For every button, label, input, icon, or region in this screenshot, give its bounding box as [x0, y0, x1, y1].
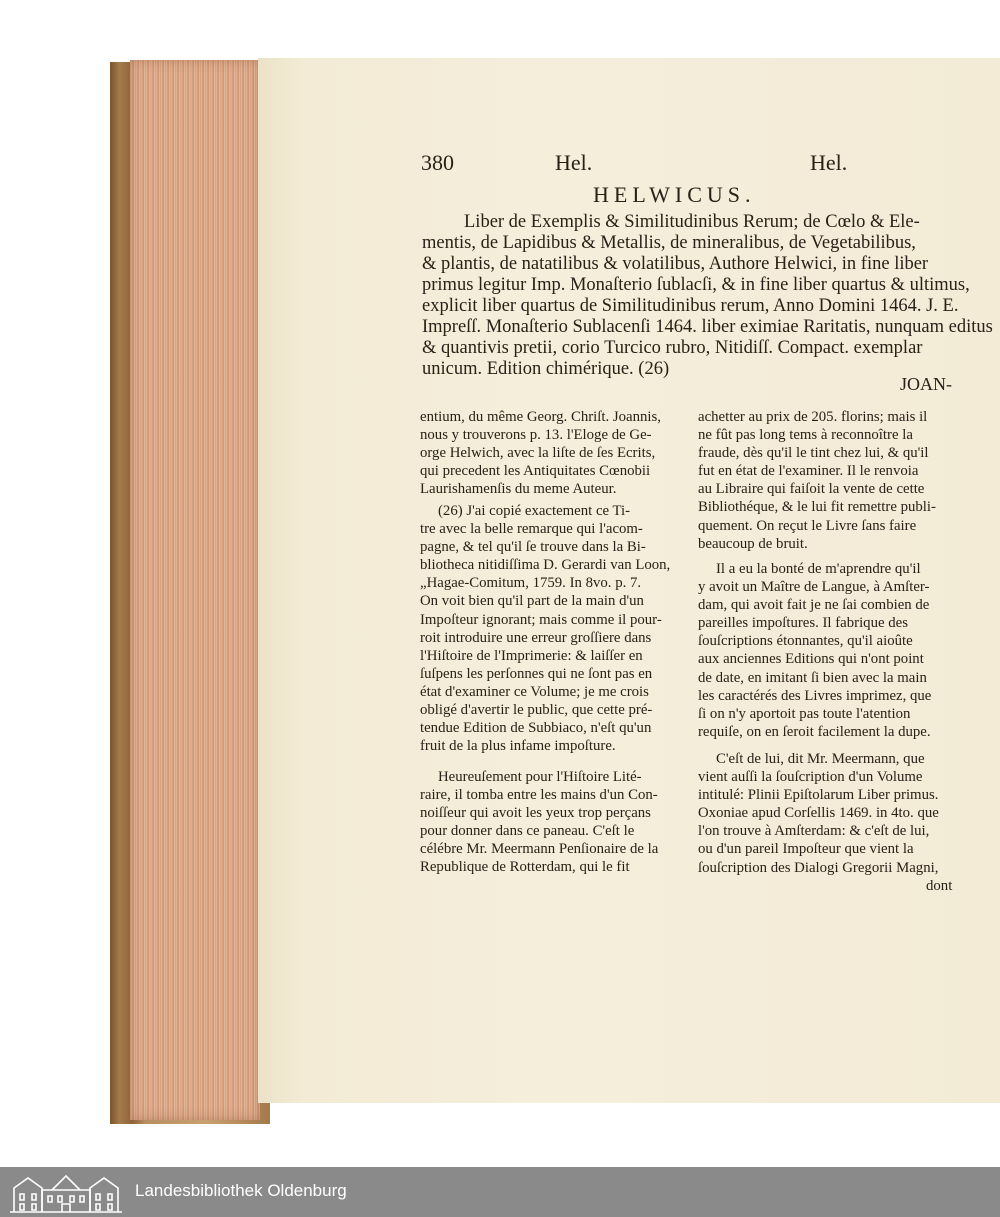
footer-bar [0, 1167, 1000, 1217]
text-line: entium, du même Georg. Chriſt. Joannis, [420, 409, 661, 425]
text-line: état d'examiner ce Volume; je me crois [420, 683, 649, 700]
text-line: aux anciennes Editions qui n'ont point [698, 651, 924, 668]
library-name: Landesbibliothek Oldenburg [135, 1181, 347, 1200]
text-line: dam, qui avoit fait je ne ſai combien de [698, 597, 930, 614]
page-edges [130, 60, 260, 1120]
text-line: Bibliothéque, & le lui fit remettre publi- [698, 499, 936, 516]
text-line: les caractérés des Livres imprimez, que [698, 687, 932, 704]
text-line: obligé d'avertir le public, que cette pré- [420, 702, 653, 719]
running-head-left: Hel. [555, 150, 593, 175]
text-line: On voit bien qu'il part de la main d'un [420, 593, 644, 610]
entry-text-line: Impreſſ. Monaſterio Sublacenſi 1464. liber eximiae Raritatis, nunquam editus [422, 317, 993, 337]
text-line: Il a eu la bonté de m'aprendre qu'il [716, 561, 921, 577]
text-line: pareilles impoſtures. Il fabrique des [698, 615, 908, 632]
entry-text-line: mentis, de Lapidibus & Metallis, de mineralibus, de Vegetabilibus, [422, 233, 916, 253]
text-line: tendue Edition de Subbiaco, n'eſt qu'un [420, 720, 652, 737]
text-line: pour donner dans ce paneau. C'eſt le [420, 823, 635, 840]
entry-text-line: explicit liber quartus de Similitudinibus rerum, Anno Domini 1464. J. E. [422, 296, 959, 316]
entry-text-line: & quantivis pretii, corio Turcico rubro, Nitidiſſ. Compact. exemplar [422, 338, 923, 358]
column-end-catchword: dont [926, 878, 953, 894]
text-line: vient auſſi la ſouſcription d'un Volume [698, 769, 923, 786]
entry-title: HELWICUS. [593, 182, 756, 207]
entry-text-line: Liber de Exemplis & Similitudinibus Rerum; de Cœlo & Ele- [464, 212, 920, 232]
text-line: ſuſpens les perſonnes qui ne ſont pas en [420, 665, 653, 682]
text-line: Oxoniae apud Corſellis 1469. in 4to. que [698, 805, 939, 822]
text-line: au Libraire qui faiſoit la vente de cette [698, 481, 925, 498]
text-line: Heureuſement pour l'Hiſtoire Lité- [438, 769, 642, 785]
text-line: Impoſteur ignorant; mais comme il pour- [420, 611, 662, 628]
right-column-para-2 [698, 560, 931, 741]
left-column-para-1 [420, 408, 661, 498]
text-line: fruit de la plus infame impoſture. [420, 738, 616, 755]
text-line: ou d'un pareil Impoſteur que vient la [698, 841, 914, 858]
text-line: ne fût pas long tems à reconnoître la [698, 427, 913, 444]
text-line: requiſe, on en ſeroit facilement la dupe. [698, 723, 931, 740]
left-column-para-2 [420, 502, 670, 755]
text-line: nous y trouverons p. 13. l'Eloge de Ge- [420, 427, 652, 444]
text-line: roit introduire une erreur groſſiere dans [420, 629, 652, 646]
text-line: noiſſeur qui avoit les yeux trop perçans [420, 805, 651, 822]
text-line: de date, en imitant ſi bien avec la main [698, 669, 927, 686]
entry-text-line: primus legitur Imp. Monaſterio ſublacſi, & in fine liber quartus & ultimus, [422, 275, 970, 295]
left-column-para-3 [420, 768, 658, 877]
library-building-icon [8, 1170, 124, 1214]
text-line: bliotheca nitidiſſima D. Gerardi van Loon, [420, 557, 671, 574]
text-line: C'eſt de lui, dit Mr. Meermann, que [716, 751, 925, 767]
right-column-para-3 [698, 750, 939, 877]
text-line: fut en état de l'examiner. Il le renvoia [698, 463, 919, 480]
text-line: ſouſcriptions étonnantes, qu'il aioûte [698, 633, 913, 650]
entry-text-line: & plantis, de natatilibus & volatilibus, Authore Helwici, in fine liber [422, 254, 929, 274]
catchword: JOAN- [900, 374, 952, 394]
text-line: ſi on n'y aportoit pas toute l'atention [698, 705, 911, 722]
entry-text-line: unicum. Edition chimérique. (26) [422, 359, 670, 379]
text-line: tre avec la belle remarque qui l'acom- [420, 521, 643, 538]
page-number: 380 [421, 150, 454, 175]
text-line: l'on trouve à Amſterdam: & c'eſt de lui, [698, 823, 930, 840]
text-line: (26) J'ai copié exactement ce Ti- [438, 503, 631, 519]
text-line: beaucoup de bruit. [698, 535, 808, 552]
text-line: qui precedent les Antiquitates Cœnobii [420, 463, 651, 480]
text-line: Republique de Rotterdam, qui le fit [420, 859, 630, 876]
text-line: achetter au prix de 205. florins; mais il [698, 409, 928, 425]
text-line: raire, il tomba entre les mains d'un Con- [420, 787, 658, 804]
text-line: „Hagae-Comitum, 1759. In 8vo. p. 7. [420, 575, 642, 592]
text-line: fraude, dès qu'il le tint chez lui, & qu'il [698, 445, 929, 462]
right-column-para-1 [698, 408, 936, 553]
text-line: ſouſcription des Dialogi Gregorii Magni, [698, 859, 939, 876]
text-line: Laurishamenſis du meme Auteur. [420, 481, 617, 498]
text-line: pagne, & tel qu'il ſe trouve dans la Bi- [420, 539, 646, 556]
text-line: quement. On reçut le Livre ſans faire [698, 517, 917, 534]
text-line: l'Hiſtoire de l'Imprimerie: & laiſſer en [420, 647, 643, 664]
text-line: orge Helwich, avec la liſte de ſes Ecrits, [420, 445, 656, 462]
text-line: célébre Mr. Meermann Penſionaire de la [420, 841, 659, 858]
text-line: y avoit un Maître de Langue, à Amſter- [698, 579, 930, 596]
running-head-right: Hel. [810, 150, 848, 175]
text-line: intitulé: Plinii Epiſtolarum Liber primus. [698, 787, 939, 804]
